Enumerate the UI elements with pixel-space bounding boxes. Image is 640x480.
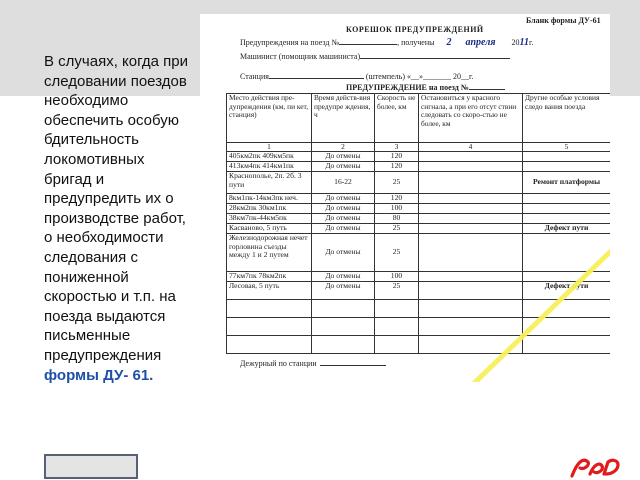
slide-top-band: [0, 0, 640, 14]
cell-stop: [419, 172, 523, 194]
cell-other: [523, 194, 611, 204]
table-row: [227, 224, 611, 234]
cell-stop: [419, 318, 523, 336]
cell-other: [523, 214, 611, 224]
cell-location: 38км7пк-44км5пк: [227, 214, 312, 224]
cell-speed: 25: [375, 224, 419, 234]
form-received-label: , получены: [397, 38, 435, 47]
cell-time: [312, 318, 375, 336]
rzd-logo-icon: [570, 456, 622, 478]
form-stamp-label: (штемпель): [365, 72, 405, 81]
cell-speed: 80: [375, 214, 419, 224]
form-duty-label: Дежурный по станции: [240, 359, 317, 368]
cell-speed: [375, 318, 419, 336]
form-month-handwritten: апреля: [465, 37, 496, 48]
form-line-station: [240, 72, 473, 81]
cell-speed: 100: [375, 204, 419, 214]
header-cell: Остановиться у красного сигнала, а при его отсут ствии следовать со скоро-стью не более, км: [419, 94, 523, 143]
cell-time: 16-22: [312, 172, 375, 194]
table-row: [227, 162, 611, 172]
column-number: 3: [375, 143, 419, 152]
cell-other: [523, 336, 611, 354]
column-number: 4: [419, 143, 523, 152]
form-station-date: «__»_______ 20__г.: [406, 72, 474, 81]
cell-time: До отмены: [312, 204, 375, 214]
slide-body-text: [44, 52, 194, 385]
cell-location: 77км7пк 78км2пк: [227, 272, 312, 282]
cell-other: [523, 162, 611, 172]
cell-speed: 120: [375, 162, 419, 172]
table-column-numbers-row: [227, 143, 611, 152]
table-row: [227, 272, 611, 282]
cell-other: Дефект пути: [523, 282, 611, 300]
table-row: [227, 204, 611, 214]
cell-speed: 120: [375, 194, 419, 204]
cell-time: До отмены: [312, 194, 375, 204]
cell-speed: 25: [375, 234, 419, 272]
cell-speed: 100: [375, 272, 419, 282]
cell-speed: 25: [375, 282, 419, 300]
cell-time: До отмены: [312, 282, 375, 300]
column-number: 5: [523, 143, 611, 152]
header-cell: Место действия пре-дупреждения (км, пи кет, станция): [227, 94, 312, 143]
slide-nav-button[interactable]: [44, 454, 138, 479]
form-year-handwritten: 11: [519, 37, 529, 48]
form-day-handwritten: 2: [446, 37, 452, 48]
cell-speed: 120: [375, 152, 419, 162]
table-row: [227, 172, 611, 194]
cell-location: [227, 336, 312, 354]
form-line-train: [240, 37, 533, 48]
cell-stop: [419, 204, 523, 214]
form-driver-label: Машинист (помощник машиниста): [240, 52, 361, 61]
cell-location: Краснополье, 2п. 2б. 3 пути: [227, 172, 312, 194]
form-line-driver: [240, 52, 510, 61]
form-driver-blank: [360, 58, 510, 59]
table-row: [227, 234, 611, 272]
cell-stop: [419, 162, 523, 172]
cell-stop: [419, 214, 523, 224]
form-warning-number-blank: [469, 89, 505, 90]
warnings-table: [226, 93, 610, 354]
form-year-suffix: г.: [529, 38, 534, 47]
cell-location: Железнодорожная нечет горловина съезды между 1 и 2 путем: [227, 234, 312, 272]
cell-location: 405км2пк 409км5пк: [227, 152, 312, 162]
form-train-number-blank: [339, 44, 397, 45]
slide-side-band-right: [610, 14, 640, 96]
cell-time: До отмены: [312, 272, 375, 282]
cell-stop: [419, 234, 523, 272]
form-year-prefix: 20: [511, 38, 520, 47]
cell-stop: [419, 152, 523, 162]
table-row: [227, 194, 611, 204]
form-line-train-prefix: Предупреждения на поезд №: [240, 38, 340, 47]
form-warning-subtitle: [346, 83, 505, 92]
cell-speed: 25: [375, 172, 419, 194]
form-blank-label: Бланк формы ДУ-61: [526, 16, 601, 25]
cell-time: До отмены: [312, 234, 375, 272]
cell-location: [227, 318, 312, 336]
table-row: [227, 214, 611, 224]
slide-paragraph: В случаях, когда при следовании поездов необходимо обеспечить особую бдительность локомотивных бригад и предупредить их о производстве работ, о необходимости следования с пониженной скоростью и т.п. на поезда выдаются письменные предупреждения: [44, 53, 189, 364]
cell-location: 28км2пк 30км1пк: [227, 204, 312, 214]
form-station-label: Станция: [240, 72, 269, 81]
cell-other: [523, 152, 611, 162]
header-cell: Другие особые условия следо вания поезда: [523, 94, 611, 143]
form-duty-signature-blank: [320, 365, 386, 366]
cell-stop: [419, 300, 523, 318]
cell-other: Дефект пути: [523, 224, 611, 234]
cell-location: [227, 300, 312, 318]
cell-other: [523, 300, 611, 318]
table-row: [227, 152, 611, 162]
cell-time: До отмены: [312, 214, 375, 224]
cell-other: [523, 204, 611, 214]
cell-location: Касваново, 5 путь: [227, 224, 312, 234]
cell-stop: [419, 272, 523, 282]
cell-other: Ремонт платформы: [523, 172, 611, 194]
cell-other: [523, 272, 611, 282]
cell-location: Лесовая, 5 путь: [227, 282, 312, 300]
cell-speed: [375, 300, 419, 318]
table-header-row: [227, 94, 611, 143]
table-row: [227, 318, 611, 336]
cell-stop: [419, 282, 523, 300]
slide-form-highlight: формы ДУ- 61.: [44, 366, 154, 384]
cell-time: [312, 336, 375, 354]
header-cell: Скорость не более, км: [375, 94, 419, 143]
cell-time: До отмены: [312, 162, 375, 172]
cell-stop: [419, 224, 523, 234]
form-du61-scan: [200, 14, 610, 382]
cell-speed: [375, 336, 419, 354]
header-cell: Время действ-вия предупре ждения, ч: [312, 94, 375, 143]
form-warning-subtitle-text: ПРЕДУПРЕЖДЕНИЕ на поезд №: [346, 83, 469, 92]
column-number: 1: [227, 143, 312, 152]
cell-location: 8км1пк-14км3пк неч.: [227, 194, 312, 204]
cell-stop: [419, 194, 523, 204]
table-row: [227, 282, 611, 300]
cell-time: До отмены: [312, 224, 375, 234]
form-title: КОРЕШОК ПРЕДУПРЕЖДЕНИЙ: [346, 25, 484, 34]
cell-time: До отмены: [312, 152, 375, 162]
table-row: [227, 336, 611, 354]
form-station-blank: [269, 78, 364, 79]
column-number: 2: [312, 143, 375, 152]
cell-time: [312, 300, 375, 318]
form-duty-officer: [240, 359, 386, 368]
cell-location: 413км4пк 414км1пк: [227, 162, 312, 172]
